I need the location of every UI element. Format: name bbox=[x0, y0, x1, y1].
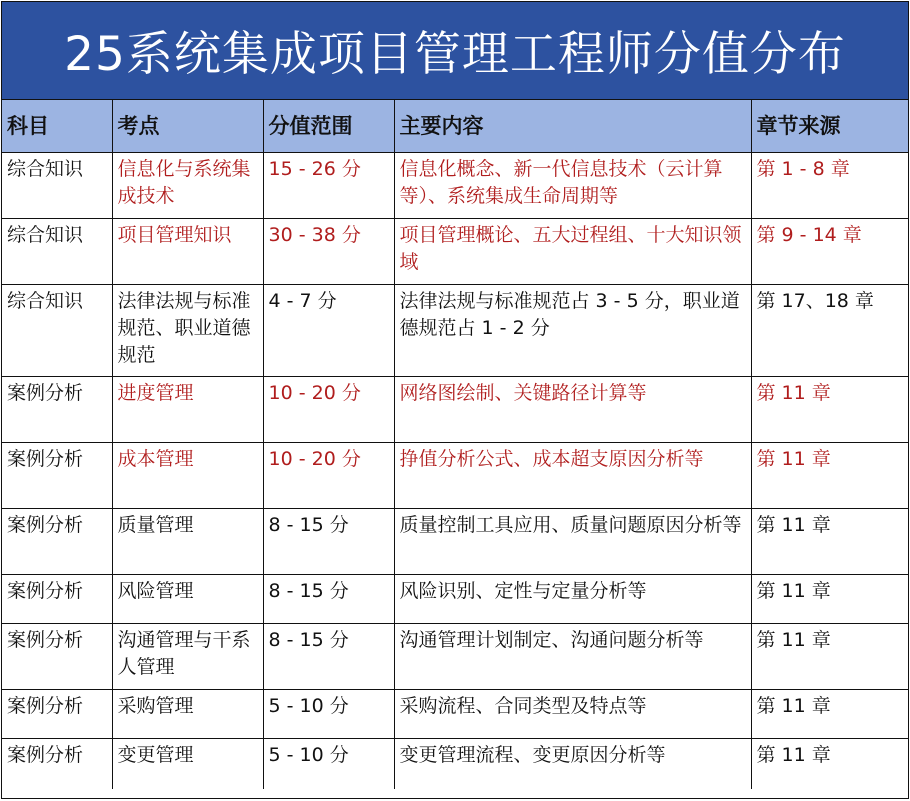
cell-score: 8 - 15 分 bbox=[263, 575, 394, 624]
cell-chapter: 第 11 章 bbox=[751, 377, 908, 443]
cell-content: 网络图绘制、关键路径计算等 bbox=[394, 377, 751, 443]
header-score: 分值范围 bbox=[263, 100, 394, 153]
cell-topic: 变更管理 bbox=[112, 739, 263, 789]
table-row bbox=[2, 624, 908, 690]
cell-content: 挣值分析公式、成本超支原因分析等 bbox=[394, 443, 751, 509]
page-title: 25系统集成项目管理工程师分值分布 bbox=[64, 27, 846, 82]
cell-subject: 案例分析 bbox=[2, 739, 112, 789]
cell-content: 信息化概念、新一代信息技术（云计算等）、系统集成生命周期等 bbox=[394, 153, 751, 219]
cell-subject: 综合知识 bbox=[2, 285, 112, 377]
header-chapter: 章节来源 bbox=[751, 100, 908, 153]
cell-chapter: 第 11 章 bbox=[751, 739, 908, 789]
cell-content: 采购流程、合同类型及特点等 bbox=[394, 690, 751, 739]
cell-subject: 案例分析 bbox=[2, 377, 112, 443]
cell-chapter: 第 11 章 bbox=[751, 690, 908, 739]
cell-topic: 法律法规与标准规范、职业道德规范 bbox=[112, 285, 263, 377]
table-row bbox=[2, 690, 908, 739]
table-row bbox=[2, 285, 908, 377]
cell-score: 5 - 10 分 bbox=[263, 690, 394, 739]
title-bar bbox=[2, 2, 908, 100]
table-row bbox=[2, 153, 908, 219]
cell-content: 法律法规与标准规范占 3 - 5 分，职业道德规范占 1 - 2 分 bbox=[394, 285, 751, 377]
cell-score: 10 - 20 分 bbox=[263, 377, 394, 443]
cell-score: 10 - 20 分 bbox=[263, 443, 394, 509]
cell-score: 30 - 38 分 bbox=[263, 219, 394, 285]
table-row bbox=[2, 739, 908, 789]
table-body bbox=[2, 153, 908, 789]
header-topic: 考点 bbox=[112, 100, 263, 153]
score-table bbox=[2, 100, 908, 789]
cell-subject: 案例分析 bbox=[2, 624, 112, 690]
cell-score: 8 - 15 分 bbox=[263, 509, 394, 575]
score-distribution-sheet bbox=[1, 1, 909, 799]
cell-subject: 案例分析 bbox=[2, 690, 112, 739]
header-content: 主要内容 bbox=[394, 100, 751, 153]
cell-topic: 采购管理 bbox=[112, 690, 263, 739]
cell-topic: 信息化与系统集成技术 bbox=[112, 153, 263, 219]
table-row bbox=[2, 575, 908, 624]
cell-topic: 进度管理 bbox=[112, 377, 263, 443]
cell-chapter: 第 1 - 8 章 bbox=[751, 153, 908, 219]
cell-subject: 案例分析 bbox=[2, 443, 112, 509]
cell-subject: 案例分析 bbox=[2, 575, 112, 624]
cell-score: 15 - 26 分 bbox=[263, 153, 394, 219]
table-header-row bbox=[2, 100, 908, 153]
table-row bbox=[2, 377, 908, 443]
table-row bbox=[2, 509, 908, 575]
cell-content: 质量控制工具应用、质量问题原因分析等 bbox=[394, 509, 751, 575]
cell-subject: 综合知识 bbox=[2, 219, 112, 285]
table-row bbox=[2, 219, 908, 285]
cell-topic: 风险管理 bbox=[112, 575, 263, 624]
cell-content: 项目管理概论、五大过程组、十大知识领域 bbox=[394, 219, 751, 285]
cell-score: 8 - 15 分 bbox=[263, 624, 394, 690]
cell-subject: 综合知识 bbox=[2, 153, 112, 219]
cell-chapter: 第 11 章 bbox=[751, 624, 908, 690]
cell-content: 变更管理流程、变更原因分析等 bbox=[394, 739, 751, 789]
cell-score: 5 - 10 分 bbox=[263, 739, 394, 789]
cell-chapter: 第 11 章 bbox=[751, 509, 908, 575]
cell-content: 风险识别、定性与定量分析等 bbox=[394, 575, 751, 624]
header-subject: 科目 bbox=[2, 100, 112, 153]
cell-score: 4 - 7 分 bbox=[263, 285, 394, 377]
cell-chapter: 第 11 章 bbox=[751, 443, 908, 509]
cell-topic: 质量管理 bbox=[112, 509, 263, 575]
cell-topic: 项目管理知识 bbox=[112, 219, 263, 285]
cell-chapter: 第 17、18 章 bbox=[751, 285, 908, 377]
cell-chapter: 第 9 - 14 章 bbox=[751, 219, 908, 285]
cell-chapter: 第 11 章 bbox=[751, 575, 908, 624]
cell-topic: 成本管理 bbox=[112, 443, 263, 509]
table-row bbox=[2, 443, 908, 509]
cell-subject: 案例分析 bbox=[2, 509, 112, 575]
cell-content: 沟通管理计划制定、沟通问题分析等 bbox=[394, 624, 751, 690]
cell-topic: 沟通管理与干系人管理 bbox=[112, 624, 263, 690]
